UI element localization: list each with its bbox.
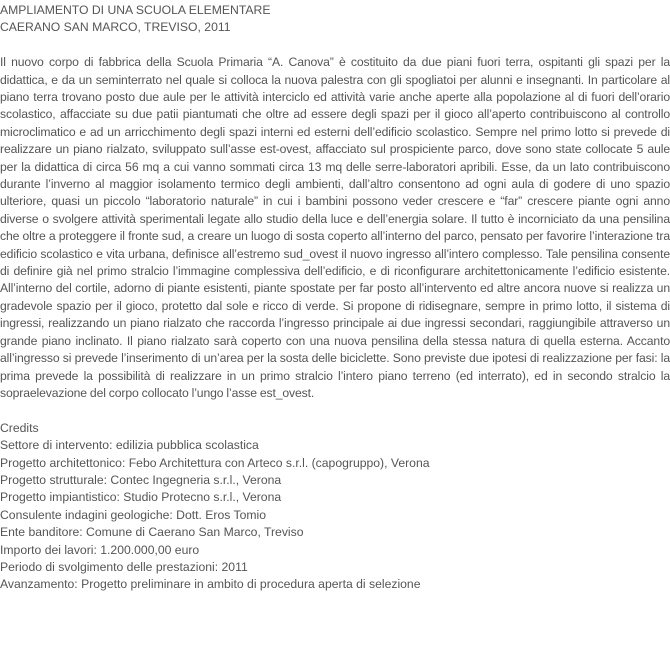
credit-period: Periodo di svolgimento delle prestazioni: 2011 (0, 559, 248, 574)
credit-structural-design: Progetto strutturale: Contec Ingegneria s.r.l., Verona (0, 472, 282, 487)
credit-architectural-design: Progetto architettonico: Febo Architettura con Arteco s.r.l. (capogruppo), Verona (0, 455, 430, 470)
project-description: Il nuovo corpo di fabbrica della Scuola Primaria “A. Canova” è costituito da due piani fuori terra, ospitanti gli spazi per la didattica, e da un seminterrato nel quale si colloca la nuova palestra con gli spogliatoi per alunni e insegnanti. In particolare al piano terra trovano posto due aule per le attività interciclo ed attività varie anche aperte alla popolazione al di fuori dell’orario scolastico, affacciate su due patii piantumati che oltre ad essere degli spazi per il gioco all’aperto contribuiscono al controllo microclimatico e ad un arricchimento degli spazi interni ed esterni dell’edificio scolastico. Sempre nel primo lotto si prevede di realizzare un piano rialzato, sviluppato sull’asse est-ovest, affacciato sul prospiciente parco, dove sono state collocate 5 aule per la didattica di circa 56 mq a cui vanno sommati circa 13 mq delle serre-laboratori apribili. Esse, da un lato contribuiscono durante l’inverno al maggior isolamento termico degli ambienti, dall’altro consentono ad ogni aula di godere di uno spazio ulteriore, quasi un piccolo “laboratorio naturale” in cui i bambini possono veder crescere e “far” crescere piante ogni anno diverse o svolgere attività sperimentali legate allo studio della luce e dell’energia solare. Il tutto è incorniciato da una pensilina che oltre a proteggere il fronte sud, a creare un luogo di sosta coperto all’interno del parco, pensato per favorire l’interazione tra edificio scolastico e vita urbana, definisce all’estremo sud_ovest il nuovo ingresso all’intero complesso. Tale pensilina consente di definire già nel primo stralcio l’immagine complessiva dell’edificio, e di riconfigurare architettonicamente l’edificio esistente. All’interno del cortile, adorno di piante esistenti, piante spostate per far posto all’intervento ed altre ancora nuove si realizza un gradevole spazio per il gioco, protetto dal sole e ricco di verde. Si propone di ridisegnare, sempre in primo lotto, il sistema di ingressi, realizzando un piano rialzato che raccorda l’ingresso principale ai due ingressi secondari, raggiungibile attraverso un grande piano inclinato. Il piano rialzato sarà coperto con una nuova pensilina della stessa natura di quella esterna. Accanto all’ingresso si prevede l’inserimento di un’area per la sosta delle biciclette. Sono previste due ipotesi di realizzazione per fasi: la prima prevede la possibilità di realizzare in un primo stralcio l’intero piano terreno (ed interrato), ed in secondo stralcio la sopraelevazione del corpo collocato l’ungo l’asse est_ovest. (0, 55, 670, 400)
credit-client: Ente banditore: Comune di Caerano San Marco, Treviso (0, 525, 304, 540)
credits-heading: Credits (0, 420, 39, 435)
credit-works-amount: Importo dei lavori: 1.200.000,00 euro (0, 542, 200, 557)
credit-status: Avanzamento: Progetto preliminare in ambito di procedura aperta di selezione (0, 577, 421, 592)
project-location-year: CAERANO SAN MARCO, TREVISO, 2011 (0, 20, 231, 35)
credits-section (0, 420, 670, 594)
credit-sector: Settore di intervento: edilizia pubblica scolastica (0, 438, 259, 453)
project-header (0, 2, 670, 37)
credit-geological-consultant: Consulente indagini geologiche: Dott. Eros Tomio (0, 507, 267, 522)
credit-mechanical-design: Progetto impiantistico: Studio Protecno s.r.l., Verona (0, 490, 282, 505)
project-title: AMPLIAMENTO DI UNA SCUOLA ELEMENTARE (0, 3, 271, 17)
